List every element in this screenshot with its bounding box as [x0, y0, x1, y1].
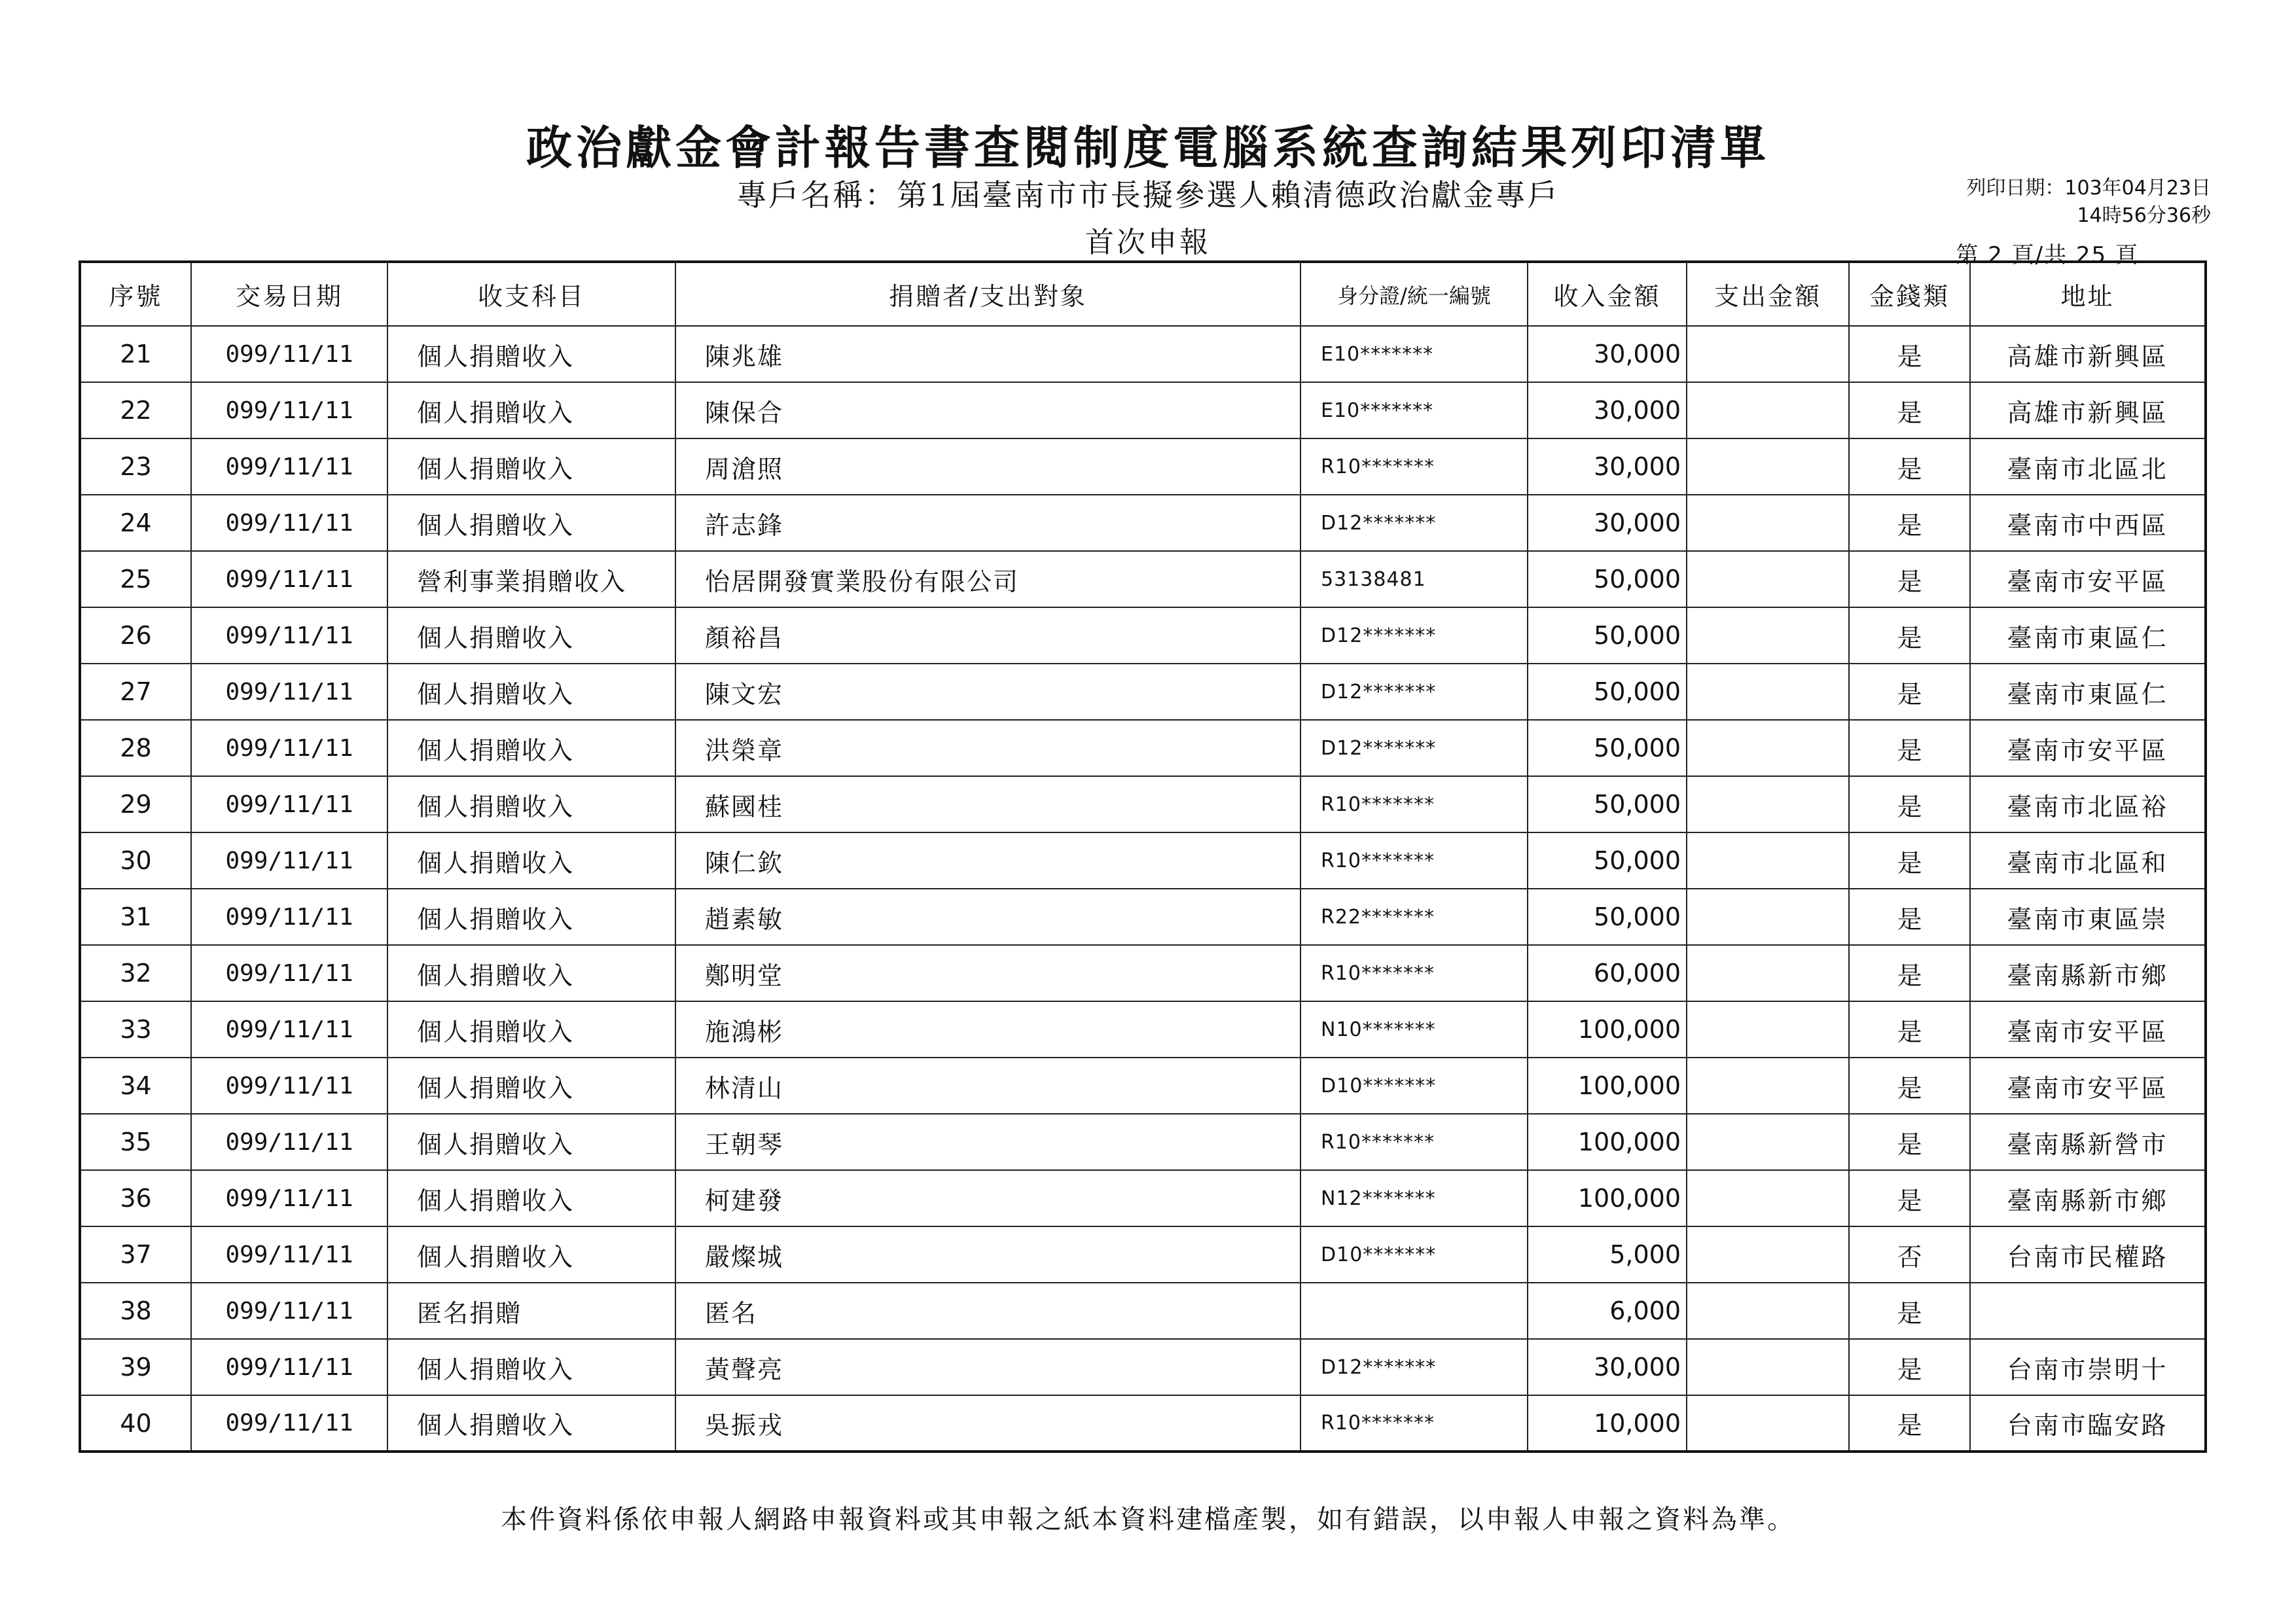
- cell-id: R10*******: [1300, 945, 1528, 1001]
- table-row: [80, 1226, 2206, 1283]
- cell-date: 099/11/11: [191, 1226, 387, 1283]
- cell-address: 臺南市北區北: [1970, 438, 2206, 495]
- account-name: 專戶名稱：第1屆臺南市市長擬參選人賴清德政治獻金專戶: [736, 177, 1560, 213]
- cell-expense: [1687, 945, 1849, 1001]
- cell-date: 099/11/11: [191, 664, 387, 720]
- cell-date: 099/11/11: [191, 1283, 387, 1339]
- cell-money-type: 是: [1849, 1339, 1970, 1395]
- cell-address: 臺南縣新市鄉: [1970, 1170, 2206, 1226]
- cell-id: E10*******: [1300, 326, 1528, 382]
- report-type: 首次申報: [1085, 226, 1211, 259]
- cell-income: 30,000: [1528, 382, 1687, 438]
- cell-address: [1970, 1283, 2206, 1339]
- cell-id: E10*******: [1300, 382, 1528, 438]
- cell-no: 21: [80, 326, 191, 382]
- cell-income: 5,000: [1528, 1226, 1687, 1283]
- cell-address: 臺南市東區仁: [1970, 607, 2206, 664]
- cell-address: 臺南縣新營市: [1970, 1114, 2206, 1170]
- cell-donor: 施鴻彬: [675, 1001, 1300, 1058]
- cell-income: 100,000: [1528, 1058, 1687, 1114]
- cell-expense: [1687, 776, 1849, 832]
- cell-money-type: 是: [1849, 495, 1970, 551]
- table-row: [80, 889, 2206, 945]
- cell-money-type: 否: [1849, 1226, 1970, 1283]
- cell-category: 個人捐贈收入: [387, 720, 675, 776]
- cell-donor: 吳振戎: [675, 1395, 1300, 1452]
- cell-money-type: 是: [1849, 382, 1970, 438]
- print-time: 14時56分36秒: [2077, 204, 2211, 227]
- cell-category: 個人捐贈收入: [387, 945, 675, 1001]
- table-row: [80, 776, 2206, 832]
- table-row: [80, 551, 2206, 607]
- cell-expense: [1687, 664, 1849, 720]
- cell-date: 099/11/11: [191, 1339, 387, 1395]
- cell-date: 099/11/11: [191, 889, 387, 945]
- table-row: [80, 382, 2206, 438]
- cell-address: 臺南市安平區: [1970, 1001, 2206, 1058]
- cell-id: 53138481: [1300, 551, 1528, 607]
- cell-category: 個人捐贈收入: [387, 1001, 675, 1058]
- cell-money-type: 是: [1849, 720, 1970, 776]
- table-header-row: [80, 262, 2206, 326]
- cell-id: D12*******: [1300, 607, 1528, 664]
- cell-category: 營利事業捐贈收入: [387, 551, 675, 607]
- cell-id: D12*******: [1300, 720, 1528, 776]
- cell-address: 臺南市安平區: [1970, 720, 2206, 776]
- cell-category: 個人捐贈收入: [387, 889, 675, 945]
- cell-no: 23: [80, 438, 191, 495]
- col-header-address: 地址: [1970, 262, 2206, 326]
- cell-category: 個人捐贈收入: [387, 1339, 675, 1395]
- cell-money-type: 是: [1849, 1170, 1970, 1226]
- cell-income: 30,000: [1528, 326, 1687, 382]
- cell-address: 高雄市新興區: [1970, 382, 2206, 438]
- cell-address: 高雄市新興區: [1970, 326, 2206, 382]
- cell-income: 30,000: [1528, 495, 1687, 551]
- cell-date: 099/11/11: [191, 1395, 387, 1452]
- cell-expense: [1687, 1001, 1849, 1058]
- cell-date: 099/11/11: [191, 1001, 387, 1058]
- cell-category: 個人捐贈收入: [387, 382, 675, 438]
- cell-category: 個人捐贈收入: [387, 1395, 675, 1452]
- cell-date: 099/11/11: [191, 607, 387, 664]
- cell-income: 100,000: [1528, 1001, 1687, 1058]
- table-row: [80, 607, 2206, 664]
- cell-no: 33: [80, 1001, 191, 1058]
- table-row: [80, 832, 2206, 889]
- cell-expense: [1687, 1114, 1849, 1170]
- cell-donor: 洪榮章: [675, 720, 1300, 776]
- table-row: [80, 438, 2206, 495]
- cell-money-type: 是: [1849, 889, 1970, 945]
- cell-category: 個人捐贈收入: [387, 1114, 675, 1170]
- cell-expense: [1687, 1058, 1849, 1114]
- cell-expense: [1687, 1339, 1849, 1395]
- cell-no: 37: [80, 1226, 191, 1283]
- cell-date: 099/11/11: [191, 720, 387, 776]
- cell-no: 38: [80, 1283, 191, 1339]
- cell-id: R10*******: [1300, 776, 1528, 832]
- cell-expense: [1687, 382, 1849, 438]
- cell-expense: [1687, 551, 1849, 607]
- cell-no: 32: [80, 945, 191, 1001]
- table-row: [80, 1001, 2206, 1058]
- cell-expense: [1687, 720, 1849, 776]
- cell-donor: 林清山: [675, 1058, 1300, 1114]
- cell-income: 30,000: [1528, 438, 1687, 495]
- cell-donor: 陳文宏: [675, 664, 1300, 720]
- cell-donor: 陳兆雄: [675, 326, 1300, 382]
- cell-income: 6,000: [1528, 1283, 1687, 1339]
- cell-address: 臺南市北區裕: [1970, 776, 2206, 832]
- cell-expense: [1687, 1283, 1849, 1339]
- cell-address: 台南市民權路: [1970, 1226, 2206, 1283]
- cell-expense: [1687, 326, 1849, 382]
- cell-address: 台南市崇明十: [1970, 1339, 2206, 1395]
- cell-donor: 匿名: [675, 1283, 1300, 1339]
- cell-date: 099/11/11: [191, 945, 387, 1001]
- cell-no: 29: [80, 776, 191, 832]
- cell-donor: 周滄照: [675, 438, 1300, 495]
- cell-date: 099/11/11: [191, 382, 387, 438]
- cell-money-type: 是: [1849, 1058, 1970, 1114]
- cell-no: 24: [80, 495, 191, 551]
- cell-expense: [1687, 495, 1849, 551]
- col-header-category: 收支科目: [387, 262, 675, 326]
- cell-id: N10*******: [1300, 1001, 1528, 1058]
- cell-category: 個人捐贈收入: [387, 832, 675, 889]
- cell-category: 個人捐贈收入: [387, 1226, 675, 1283]
- report-title: 政治獻金會計報告書查閱制度電腦系統查詢結果列印清單: [526, 120, 1770, 175]
- cell-category: 匿名捐贈: [387, 1283, 675, 1339]
- cell-income: 50,000: [1528, 551, 1687, 607]
- cell-donor: 許志鋒: [675, 495, 1300, 551]
- cell-category: 個人捐贈收入: [387, 1058, 675, 1114]
- cell-date: 099/11/11: [191, 438, 387, 495]
- cell-no: 35: [80, 1114, 191, 1170]
- cell-date: 099/11/11: [191, 1058, 387, 1114]
- table-row: [80, 326, 2206, 382]
- print-date: 列印日期：103年04月23日: [1966, 177, 2211, 200]
- cell-category: 個人捐贈收入: [387, 326, 675, 382]
- table-row: [80, 720, 2206, 776]
- donation-table: [79, 260, 2207, 1453]
- cell-donor: 鄭明堂: [675, 945, 1300, 1001]
- cell-donor: 嚴燦城: [675, 1226, 1300, 1283]
- cell-no: 36: [80, 1170, 191, 1226]
- table-row: [80, 664, 2206, 720]
- cell-expense: [1687, 889, 1849, 945]
- cell-income: 100,000: [1528, 1170, 1687, 1226]
- col-header-income: 收入金額: [1528, 262, 1687, 326]
- col-header-money: 金錢類: [1849, 262, 1970, 326]
- cell-address: 臺南市中西區: [1970, 495, 2206, 551]
- cell-no: 39: [80, 1339, 191, 1395]
- cell-id: D10*******: [1300, 1058, 1528, 1114]
- cell-income: 50,000: [1528, 776, 1687, 832]
- cell-no: 34: [80, 1058, 191, 1114]
- cell-address: 臺南市東區仁: [1970, 664, 2206, 720]
- cell-income: 100,000: [1528, 1114, 1687, 1170]
- cell-income: 50,000: [1528, 664, 1687, 720]
- cell-id: R10*******: [1300, 1114, 1528, 1170]
- col-header-id: 身分證/統一編號: [1300, 262, 1528, 326]
- cell-donor: 陳仁欽: [675, 832, 1300, 889]
- cell-address: 臺南市東區崇: [1970, 889, 2206, 945]
- cell-money-type: 是: [1849, 1114, 1970, 1170]
- cell-money-type: 是: [1849, 832, 1970, 889]
- cell-id: R10*******: [1300, 832, 1528, 889]
- cell-no: 31: [80, 889, 191, 945]
- cell-income: 50,000: [1528, 607, 1687, 664]
- cell-date: 099/11/11: [191, 832, 387, 889]
- cell-id: D12*******: [1300, 495, 1528, 551]
- cell-money-type: 是: [1849, 945, 1970, 1001]
- cell-money-type: 是: [1849, 607, 1970, 664]
- cell-expense: [1687, 832, 1849, 889]
- table-row: [80, 1114, 2206, 1170]
- cell-id: N12*******: [1300, 1170, 1528, 1226]
- cell-date: 099/11/11: [191, 1114, 387, 1170]
- cell-date: 099/11/11: [191, 1170, 387, 1226]
- cell-income: 10,000: [1528, 1395, 1687, 1452]
- cell-category: 個人捐贈收入: [387, 1170, 675, 1226]
- cell-id: D10*******: [1300, 1226, 1528, 1283]
- cell-income: 50,000: [1528, 889, 1687, 945]
- cell-expense: [1687, 438, 1849, 495]
- cell-no: 25: [80, 551, 191, 607]
- table-row: [80, 1283, 2206, 1339]
- cell-id: [1300, 1283, 1528, 1339]
- cell-donor: 王朝琴: [675, 1114, 1300, 1170]
- cell-category: 個人捐贈收入: [387, 438, 675, 495]
- cell-no: 26: [80, 607, 191, 664]
- cell-money-type: 是: [1849, 438, 1970, 495]
- col-header-expense: 支出金額: [1687, 262, 1849, 326]
- cell-address: 臺南市安平區: [1970, 551, 2206, 607]
- col-header-date: 交易日期: [191, 262, 387, 326]
- cell-category: 個人捐贈收入: [387, 776, 675, 832]
- table-row: [80, 1339, 2206, 1395]
- cell-income: 50,000: [1528, 832, 1687, 889]
- cell-income: 60,000: [1528, 945, 1687, 1001]
- cell-date: 099/11/11: [191, 551, 387, 607]
- table-row: [80, 1170, 2206, 1226]
- cell-donor: 陳保合: [675, 382, 1300, 438]
- table-row: [80, 1395, 2206, 1452]
- cell-donor: 趙素敏: [675, 889, 1300, 945]
- page-indicator: 第 2 頁/共 25 頁: [1956, 242, 2139, 268]
- table-row: [80, 495, 2206, 551]
- col-header-donor: 捐贈者/支出對象: [675, 262, 1300, 326]
- cell-address: 臺南市安平區: [1970, 1058, 2206, 1114]
- cell-donor: 怡居開發實業股份有限公司: [675, 551, 1300, 607]
- col-header-no: 序號: [80, 262, 191, 326]
- cell-category: 個人捐贈收入: [387, 495, 675, 551]
- cell-address: 台南市臨安路: [1970, 1395, 2206, 1452]
- cell-id: D12*******: [1300, 1339, 1528, 1395]
- cell-donor: 柯建發: [675, 1170, 1300, 1226]
- cell-date: 099/11/11: [191, 776, 387, 832]
- cell-money-type: 是: [1849, 776, 1970, 832]
- cell-expense: [1687, 607, 1849, 664]
- cell-money-type: 是: [1849, 1395, 1970, 1452]
- cell-money-type: 是: [1849, 1001, 1970, 1058]
- footer-note: 本件資料係依申報人網路申報資料或其申報之紙本資料建檔產製，如有錯誤，以申報人申報之資料為準。: [501, 1505, 1795, 1535]
- cell-id: R10*******: [1300, 438, 1528, 495]
- cell-address: 臺南市北區和: [1970, 832, 2206, 889]
- cell-income: 30,000: [1528, 1339, 1687, 1395]
- cell-income: 50,000: [1528, 720, 1687, 776]
- table-row: [80, 1058, 2206, 1114]
- cell-id: R10*******: [1300, 1395, 1528, 1452]
- cell-donor: 顏裕昌: [675, 607, 1300, 664]
- table-row: [80, 945, 2206, 1001]
- cell-no: 30: [80, 832, 191, 889]
- cell-no: 22: [80, 382, 191, 438]
- cell-category: 個人捐贈收入: [387, 607, 675, 664]
- cell-category: 個人捐贈收入: [387, 664, 675, 720]
- cell-id: R22*******: [1300, 889, 1528, 945]
- cell-no: 27: [80, 664, 191, 720]
- cell-expense: [1687, 1395, 1849, 1452]
- cell-date: 099/11/11: [191, 326, 387, 382]
- cell-donor: 黃聲亮: [675, 1339, 1300, 1395]
- cell-money-type: 是: [1849, 664, 1970, 720]
- cell-money-type: 是: [1849, 326, 1970, 382]
- cell-no: 40: [80, 1395, 191, 1452]
- cell-expense: [1687, 1226, 1849, 1283]
- cell-date: 099/11/11: [191, 495, 387, 551]
- cell-expense: [1687, 1170, 1849, 1226]
- cell-money-type: 是: [1849, 551, 1970, 607]
- cell-donor: 蘇國桂: [675, 776, 1300, 832]
- cell-no: 28: [80, 720, 191, 776]
- cell-id: D12*******: [1300, 664, 1528, 720]
- cell-money-type: 是: [1849, 1283, 1970, 1339]
- cell-address: 臺南縣新市鄉: [1970, 945, 2206, 1001]
